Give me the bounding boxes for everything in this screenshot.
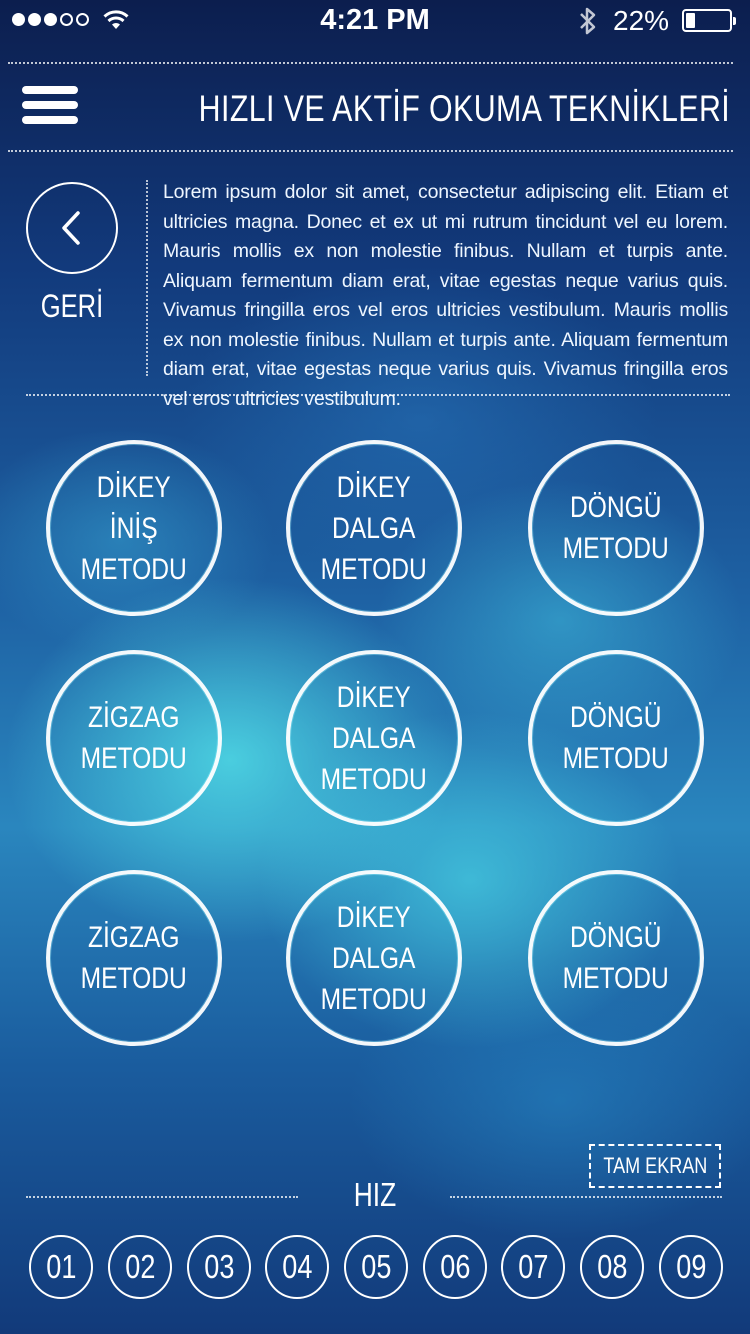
speed-divider-right: [450, 1196, 722, 1198]
speed-option-04[interactable]: [265, 1235, 329, 1299]
intro-vertical-divider: [146, 180, 148, 376]
method-label: DÖNGÜ METODU: [562, 701, 670, 775]
method-label: ZİGZAG METODU: [80, 921, 188, 995]
status-bar: [0, 0, 750, 42]
method-label: DİKEY DALGA METODU: [320, 900, 428, 1016]
intro-divider: [26, 394, 730, 396]
method-button-1[interactable]: [46, 440, 222, 616]
method-label: DİKEY DALGA METODU: [320, 680, 428, 796]
method-button-9[interactable]: [528, 870, 704, 1046]
speed-option-label: 01: [45, 1248, 77, 1285]
fullscreen-button[interactable]: [589, 1144, 721, 1188]
battery-percentage: 22%: [613, 5, 670, 36]
speed-option-07[interactable]: [501, 1235, 565, 1299]
method-label: ZİGZAG METODU: [80, 701, 188, 775]
method-button-8[interactable]: [286, 870, 462, 1046]
speed-option-label: 05: [360, 1248, 392, 1285]
method-button-5[interactable]: [286, 650, 462, 826]
speed-divider-left: [26, 1196, 298, 1198]
method-button-2[interactable]: [286, 440, 462, 616]
speed-option-label: 08: [596, 1248, 628, 1285]
speed-option-05[interactable]: [344, 1235, 408, 1299]
speed-option-label: 02: [124, 1248, 156, 1285]
method-button-3[interactable]: [528, 440, 704, 616]
speed-option-01[interactable]: [29, 1235, 93, 1299]
back-label[interactable]: GERİ: [40, 288, 104, 324]
chevron-left-icon: [28, 184, 116, 272]
method-label: DÖNGÜ METODU: [562, 921, 670, 995]
speed-option-label: 07: [517, 1248, 549, 1285]
back-button[interactable]: [26, 182, 118, 274]
speed-option-label: 04: [281, 1248, 313, 1285]
speed-option-label: 03: [203, 1248, 235, 1285]
method-label: DÖNGÜ METODU: [562, 491, 670, 565]
bluetooth-icon: [578, 6, 598, 36]
fullscreen-label: TAM EKRAN: [603, 1153, 707, 1178]
method-button-6[interactable]: [528, 650, 704, 826]
method-button-7[interactable]: [46, 870, 222, 1046]
method-button-4[interactable]: [46, 650, 222, 826]
speed-option-03[interactable]: [187, 1235, 251, 1299]
speed-option-label: 09: [675, 1248, 707, 1285]
description-text: Lorem ipsum dolor sit amet, consectetur adipiscing elit. Etiam et ultricies magna. Donec et ex ut mi rutrum tincidunt vel eu lorem. Mauris mollis ex non molestie finibus. Nullam et turpis ante. Aliquam fermentum diam erat, vitae egestas neque varius quis. Vivamus fringilla eros vel eros ultricies vestibulum. Mauris mollis ex non molestie finibus. Nullam et turpis ante. Aliquam fermentum diam erat, vitae egestas neque varius quis. Vivamus fringilla eros vel eros ultricies vestibulum.: [163, 181, 728, 410]
speed-option-02[interactable]: [108, 1235, 172, 1299]
speed-option-06[interactable]: [423, 1235, 487, 1299]
method-label: DİKEY İNİŞ METODU: [80, 470, 188, 586]
speed-option-label: 06: [439, 1248, 471, 1285]
speed-option-08[interactable]: [580, 1235, 644, 1299]
header-top-divider: [8, 62, 733, 64]
header-bottom-divider: [8, 150, 733, 152]
speed-label: HIZ: [353, 1176, 397, 1213]
speed-option-09[interactable]: [659, 1235, 723, 1299]
method-label: DİKEY DALGA METODU: [320, 470, 428, 586]
page-title: HIZLI VE AKTİF OKUMA TEKNİKLERİ: [198, 88, 730, 129]
hamburger-menu-icon[interactable]: [22, 86, 78, 126]
battery-icon: [682, 9, 732, 32]
status-time: 4:21 PM: [320, 4, 430, 36]
